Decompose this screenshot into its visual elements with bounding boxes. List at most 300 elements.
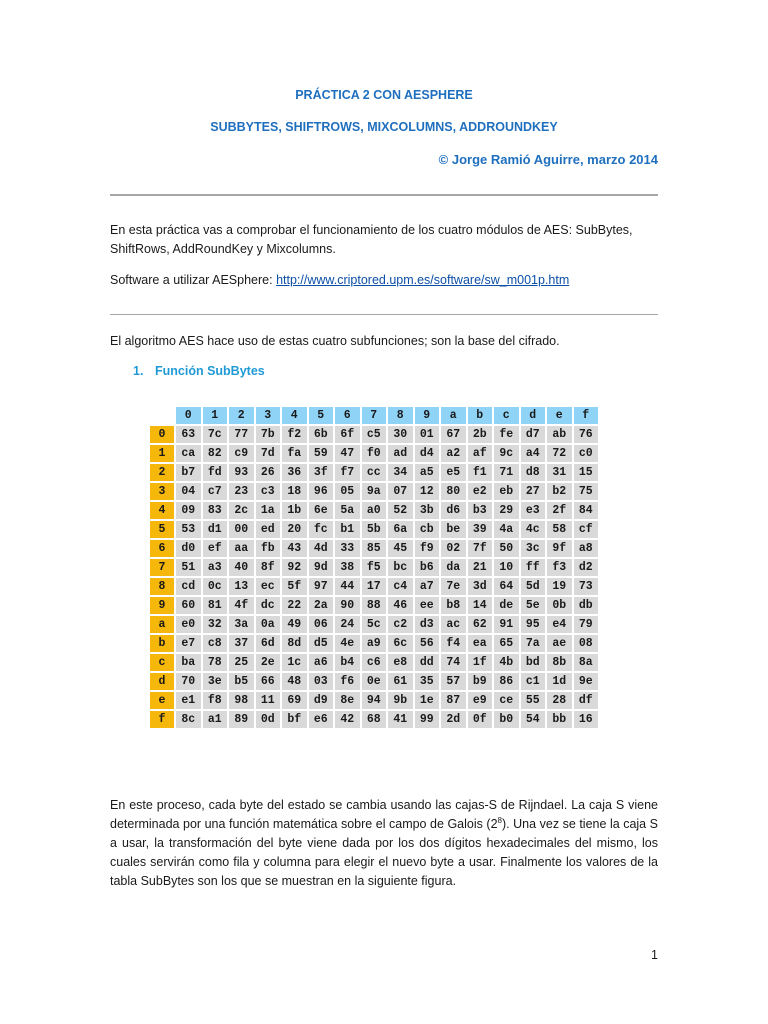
sbox-cell: ed — [256, 521, 281, 538]
sbox-cell: d0 — [176, 540, 201, 557]
sbox-cell: 52 — [388, 502, 413, 519]
sbox-cell: 98 — [229, 692, 254, 709]
explanation-text: En este proceso, cada byte del estado se cambia usando las cajas-S de Rijndael. La caja S viene determinada por una función matemática sobre el campo de Galois (2 — [110, 798, 658, 831]
sbox-cell: 7c — [203, 426, 228, 443]
sbox-cell: 32 — [203, 616, 228, 633]
sbox-cell: f9 — [415, 540, 440, 557]
sbox-cell: 85 — [362, 540, 387, 557]
sbox-cell: 05 — [335, 483, 360, 500]
sbox-cell: 03 — [309, 673, 334, 690]
sbox-cell: 65 — [494, 635, 519, 652]
sbox-cell: a0 — [362, 502, 387, 519]
sbox-cell: 57 — [441, 673, 466, 690]
sbox-cell: 22 — [282, 597, 307, 614]
sbox-cell: 4a — [494, 521, 519, 538]
sbox-cell: ca — [176, 445, 201, 462]
sbox-cell: 6c — [388, 635, 413, 652]
sbox-cell: e4 — [547, 616, 572, 633]
sbox-row — [150, 426, 598, 443]
sbox-cell: 93 — [229, 464, 254, 481]
sbox-cell: 36 — [282, 464, 307, 481]
sbox-cell: 0e — [362, 673, 387, 690]
sbox-table — [148, 405, 600, 730]
sbox-col-header: c — [494, 407, 519, 424]
sbox-cell: 46 — [388, 597, 413, 614]
sbox-cell: c8 — [203, 635, 228, 652]
sbox-cell: 3a — [229, 616, 254, 633]
sbox-cell: 1f — [468, 654, 493, 671]
sbox-cell: ff — [521, 559, 546, 576]
sbox-cell: cd — [176, 578, 201, 595]
sbox-cell: 2a — [309, 597, 334, 614]
sbox-cell: 77 — [229, 426, 254, 443]
sbox-cell: 80 — [441, 483, 466, 500]
sbox-row-header: 8 — [150, 578, 174, 595]
sbox-cell: 96 — [309, 483, 334, 500]
sbox-cell: ce — [494, 692, 519, 709]
document-subtitle: SUBBYTES, SHIFTROWS, MIXCOLUMNS, ADDROUNDKEY — [210, 120, 558, 134]
sbox-col-header: 8 — [388, 407, 413, 424]
sbox-cell: d2 — [574, 559, 599, 576]
explanation-text-continued: ). Una vez se tiene la caja S a usar, la transformación del byte viene dada por los dos dígitos hexadecimales del mismo, los cuales servirán como fila y columna para elegir el nuevo byte a usar. Finalmente los valores de la tabla SubBytes son los que se muestran en la siguiente figura. — [110, 817, 658, 888]
sbox-cell: 99 — [415, 711, 440, 728]
sbox-row — [150, 559, 598, 576]
sbox-cell: 78 — [203, 654, 228, 671]
sbox-col-header: d — [521, 407, 546, 424]
sbox-cell: 68 — [362, 711, 387, 728]
sbox-cell: b2 — [547, 483, 572, 500]
sbox-cell: 3e — [203, 673, 228, 690]
sbox-cell: b5 — [229, 673, 254, 690]
sbox-cell: 29 — [494, 502, 519, 519]
body-intro: El algoritmo AES hace uso de estas cuatro subfunciones; son la base del cifrado. — [110, 334, 560, 348]
sbox-cell: 7f — [468, 540, 493, 557]
sbox-cell: d7 — [521, 426, 546, 443]
sbox-cell: d1 — [203, 521, 228, 538]
sbox-cell: 19 — [547, 578, 572, 595]
sbox-row — [150, 502, 598, 519]
sbox-row-header: e — [150, 692, 174, 709]
sbox-cell: 87 — [441, 692, 466, 709]
sbox-cell: ee — [415, 597, 440, 614]
sbox-cell: 73 — [574, 578, 599, 595]
sbox-cell: a6 — [309, 654, 334, 671]
sbox-cell: 84 — [574, 502, 599, 519]
sbox-cell: a7 — [415, 578, 440, 595]
sbox-cell: 00 — [229, 521, 254, 538]
sbox-col-header: 6 — [335, 407, 360, 424]
sbox-cell: 20 — [282, 521, 307, 538]
sbox-cell: 48 — [282, 673, 307, 690]
sbox-cell: 5e — [521, 597, 546, 614]
sbox-cell: 5a — [335, 502, 360, 519]
sbox-cell: 63 — [176, 426, 201, 443]
top-divider — [110, 194, 658, 196]
sbox-cell: 3b — [415, 502, 440, 519]
sbox-cell: 47 — [335, 445, 360, 462]
sbox-cell: e8 — [388, 654, 413, 671]
sbox-cell: 28 — [547, 692, 572, 709]
sbox-cell: 2e — [256, 654, 281, 671]
sbox-cell: a8 — [574, 540, 599, 557]
sbox-cell: 45 — [388, 540, 413, 557]
sbox-cell: 2d — [441, 711, 466, 728]
sbox-row — [150, 483, 598, 500]
sbox-cell: 0a — [256, 616, 281, 633]
sbox-cell: 89 — [229, 711, 254, 728]
sbox-cell: c3 — [256, 483, 281, 500]
sbox-cell: 5f — [282, 578, 307, 595]
sbox-cell: 97 — [309, 578, 334, 595]
sbox-cell: 21 — [468, 559, 493, 576]
sbox-cell: 49 — [282, 616, 307, 633]
sbox-cell: 7d — [256, 445, 281, 462]
sbox-cell: a1 — [203, 711, 228, 728]
sbox-cell: cb — [415, 521, 440, 538]
sbox-cell: d9 — [309, 692, 334, 709]
software-link[interactable]: http://www.criptored.upm.es/software/sw_m001p.htm — [276, 273, 570, 287]
sbox-cell: e0 — [176, 616, 201, 633]
sbox-cell: 75 — [574, 483, 599, 500]
sbox-cell: 07 — [388, 483, 413, 500]
sbox-cell: 3d — [468, 578, 493, 595]
sbox-row — [150, 445, 598, 462]
sbox-col-header: 0 — [176, 407, 201, 424]
sbox-cell: c4 — [388, 578, 413, 595]
sbox-cell: cc — [362, 464, 387, 481]
sbox-cell: 91 — [494, 616, 519, 633]
sbox-cell: 01 — [415, 426, 440, 443]
galois-exponent: 8 — [497, 815, 502, 825]
sbox-cell: 6f — [335, 426, 360, 443]
sbox-cell: ec — [256, 578, 281, 595]
sbox-cell: 55 — [521, 692, 546, 709]
sbox-header-row — [150, 407, 598, 424]
sbox-cell: 7a — [521, 635, 546, 652]
sbox-cell: 51 — [176, 559, 201, 576]
sbox-row — [150, 597, 598, 614]
sbox-cell: f6 — [335, 673, 360, 690]
sbox-cell: 54 — [521, 711, 546, 728]
sbox-cell: dd — [415, 654, 440, 671]
sbox-row — [150, 673, 598, 690]
page-number: 1 — [651, 948, 658, 962]
sbox-cell: 13 — [229, 578, 254, 595]
section-heading — [133, 364, 265, 378]
sbox-cell: 08 — [574, 635, 599, 652]
sbox-cell: 56 — [415, 635, 440, 652]
sbox-row-header: 4 — [150, 502, 174, 519]
sbox-cell: f1 — [468, 464, 493, 481]
sbox-cell: b0 — [494, 711, 519, 728]
sbox-cell: 16 — [574, 711, 599, 728]
sbox-cell: 82 — [203, 445, 228, 462]
sbox-corner — [150, 407, 174, 424]
sbox-col-header: f — [574, 407, 599, 424]
sbox-cell: 1c — [282, 654, 307, 671]
sbox-cell: de — [494, 597, 519, 614]
sbox-cell: 14 — [468, 597, 493, 614]
sbox-row-header: 2 — [150, 464, 174, 481]
sbox-row-header: 6 — [150, 540, 174, 557]
sbox-cell: 25 — [229, 654, 254, 671]
sbox-cell: 8a — [574, 654, 599, 671]
sbox-cell: e5 — [441, 464, 466, 481]
sbox-cell: 58 — [547, 521, 572, 538]
sbox-cell: 95 — [521, 616, 546, 633]
sbox-cell: ea — [468, 635, 493, 652]
sbox-cell: b7 — [176, 464, 201, 481]
sbox-cell: d8 — [521, 464, 546, 481]
sbox-cell: 66 — [256, 673, 281, 690]
sbox-cell: 02 — [441, 540, 466, 557]
sbox-cell: 2f — [547, 502, 572, 519]
sbox-cell: 9b — [388, 692, 413, 709]
sbox-cell: 59 — [309, 445, 334, 462]
sbox-cell: 9d — [309, 559, 334, 576]
sbox-cell: 9a — [362, 483, 387, 500]
sbox-cell: bf — [282, 711, 307, 728]
sbox-row-header: 1 — [150, 445, 174, 462]
sbox-cell: 4e — [335, 635, 360, 652]
sbox-cell: 9c — [494, 445, 519, 462]
sbox-cell: 7b — [256, 426, 281, 443]
sbox-cell: a2 — [441, 445, 466, 462]
sbox-cell: aa — [229, 540, 254, 557]
sbox-cell: fd — [203, 464, 228, 481]
sbox-cell: ae — [547, 635, 572, 652]
sbox-cell: 7e — [441, 578, 466, 595]
sbox-cell: fc — [309, 521, 334, 538]
sbox-cell: eb — [494, 483, 519, 500]
sbox-row-header: 9 — [150, 597, 174, 614]
sbox-cell: cf — [574, 521, 599, 538]
sbox-row — [150, 521, 598, 538]
sbox-cell: d5 — [309, 635, 334, 652]
sbox-cell: 9f — [547, 540, 572, 557]
author-line: © Jorge Ramió Aguirre, marzo 2014 — [438, 152, 658, 167]
sbox-cell: 6d — [256, 635, 281, 652]
sbox-cell: e2 — [468, 483, 493, 500]
sbox-cell: c0 — [574, 445, 599, 462]
sbox-cell: be — [441, 521, 466, 538]
software-line — [110, 271, 658, 290]
sbox-col-header: 5 — [309, 407, 334, 424]
sbox-cell: 23 — [229, 483, 254, 500]
sbox-cell: 64 — [494, 578, 519, 595]
sbox-cell: e7 — [176, 635, 201, 652]
sbox-cell: 27 — [521, 483, 546, 500]
sbox-col-header: 7 — [362, 407, 387, 424]
sbox-cell: 2c — [229, 502, 254, 519]
sbox-cell: 60 — [176, 597, 201, 614]
sbox-col-header: e — [547, 407, 572, 424]
sbox-cell: 38 — [335, 559, 360, 576]
sbox-cell: 39 — [468, 521, 493, 538]
sbox-col-header: b — [468, 407, 493, 424]
sbox-row — [150, 616, 598, 633]
sbox-cell: 18 — [282, 483, 307, 500]
sbox-col-header: a — [441, 407, 466, 424]
sbox-cell: f5 — [362, 559, 387, 576]
sbox-cell: 1d — [547, 673, 572, 690]
sbox-row — [150, 711, 598, 728]
sbox-cell: 35 — [415, 673, 440, 690]
sbox-cell: 61 — [388, 673, 413, 690]
section-title: Función SubBytes — [155, 364, 265, 378]
sbox-cell: c5 — [362, 426, 387, 443]
sbox-cell: f2 — [282, 426, 307, 443]
sbox-cell: 40 — [229, 559, 254, 576]
sbox-cell: bd — [521, 654, 546, 671]
sbox-row — [150, 464, 598, 481]
sbox-cell: 0c — [203, 578, 228, 595]
sbox-cell: 94 — [362, 692, 387, 709]
sbox-cell: b3 — [468, 502, 493, 519]
sbox-cell: da — [441, 559, 466, 576]
sbox-cell: a4 — [521, 445, 546, 462]
sbox-cell: dc — [256, 597, 281, 614]
sbox-cell: 8e — [335, 692, 360, 709]
sbox-col-header: 2 — [229, 407, 254, 424]
sbox-cell: 2b — [468, 426, 493, 443]
sbox-row — [150, 578, 598, 595]
sbox-cell: 6e — [309, 502, 334, 519]
sbox-cell: e3 — [521, 502, 546, 519]
sbox-cell: b6 — [415, 559, 440, 576]
sbox-cell: 92 — [282, 559, 307, 576]
sbox-cell: 1e — [415, 692, 440, 709]
sbox-row-header: a — [150, 616, 174, 633]
sbox-row-header: d — [150, 673, 174, 690]
sbox-row-header: 7 — [150, 559, 174, 576]
sbox-cell: 24 — [335, 616, 360, 633]
sbox-cell: 8c — [176, 711, 201, 728]
sbox-cell: e1 — [176, 692, 201, 709]
sbox-cell: 17 — [362, 578, 387, 595]
sbox-cell: 26 — [256, 464, 281, 481]
sbox-cell: 6b — [309, 426, 334, 443]
sbox-cell: 5c — [362, 616, 387, 633]
sbox-cell: 69 — [282, 692, 307, 709]
sbox-cell: d6 — [441, 502, 466, 519]
explanation-paragraph — [110, 796, 658, 891]
sbox-cell: ba — [176, 654, 201, 671]
sbox-cell: 79 — [574, 616, 599, 633]
sbox-cell: 0d — [256, 711, 281, 728]
sbox-cell: 70 — [176, 673, 201, 690]
sbox-cell: 67 — [441, 426, 466, 443]
sbox-cell: 04 — [176, 483, 201, 500]
sbox-cell: 5b — [362, 521, 387, 538]
sbox-row-header: 3 — [150, 483, 174, 500]
sbox-cell: 42 — [335, 711, 360, 728]
sbox-cell: 6a — [388, 521, 413, 538]
document-title: PRÁCTICA 2 CON AESPHERE — [295, 88, 473, 102]
sbox-cell: 83 — [203, 502, 228, 519]
sbox-cell: e6 — [309, 711, 334, 728]
sbox-cell: c1 — [521, 673, 546, 690]
sbox-cell: f8 — [203, 692, 228, 709]
sbox-cell: 33 — [335, 540, 360, 557]
sbox-cell: a9 — [362, 635, 387, 652]
sbox-cell: e9 — [468, 692, 493, 709]
sbox-col-header: 4 — [282, 407, 307, 424]
sbox-cell: 41 — [388, 711, 413, 728]
sbox-col-header: 3 — [256, 407, 281, 424]
sbox-row — [150, 654, 598, 671]
sbox-cell: 8d — [282, 635, 307, 652]
sbox-cell: 86 — [494, 673, 519, 690]
sbox-cell: 09 — [176, 502, 201, 519]
sbox-cell: 4b — [494, 654, 519, 671]
sbox-cell: 72 — [547, 445, 572, 462]
intro-paragraph: En esta práctica vas a comprobar el funcionamiento de los cuatro módulos de AES: SubBytes, ShiftRows, AddRoundKey y Mixcolumns. — [110, 223, 633, 256]
sbox-cell: 71 — [494, 464, 519, 481]
sbox-cell: b4 — [335, 654, 360, 671]
sbox-cell: b1 — [335, 521, 360, 538]
sbox-cell: 50 — [494, 540, 519, 557]
sbox-cell: d3 — [415, 616, 440, 633]
sbox-cell: c9 — [229, 445, 254, 462]
sbox-cell: 53 — [176, 521, 201, 538]
software-label: Software a utilizar AESphere: — [110, 273, 273, 287]
sbox-cell: f7 — [335, 464, 360, 481]
sbox-cell: 4f — [229, 597, 254, 614]
sbox-cell: 3c — [521, 540, 546, 557]
sbox-cell: ad — [388, 445, 413, 462]
sbox-cell: 43 — [282, 540, 307, 557]
sbox-cell: 4c — [521, 521, 546, 538]
sbox-cell: 1b — [282, 502, 307, 519]
sbox-cell: db — [574, 597, 599, 614]
sbox-row — [150, 635, 598, 652]
sbox-cell: 5d — [521, 578, 546, 595]
sbox-cell: 62 — [468, 616, 493, 633]
sbox-cell: bb — [547, 711, 572, 728]
sbox-cell: 11 — [256, 692, 281, 709]
sbox-row — [150, 692, 598, 709]
sbox-cell: bc — [388, 559, 413, 576]
sbox-cell: 15 — [574, 464, 599, 481]
sbox-cell: df — [574, 692, 599, 709]
sbox-cell: fe — [494, 426, 519, 443]
sbox-col-header: 9 — [415, 407, 440, 424]
sbox-cell: 4d — [309, 540, 334, 557]
sbox-cell: c7 — [203, 483, 228, 500]
sbox-cell: a3 — [203, 559, 228, 576]
section-number: 1. — [133, 364, 144, 378]
sbox-cell: 31 — [547, 464, 572, 481]
sbox-cell: b9 — [468, 673, 493, 690]
sbox-cell: f4 — [441, 635, 466, 652]
sbox-cell: d4 — [415, 445, 440, 462]
sbox-cell: 06 — [309, 616, 334, 633]
sbox-cell: f3 — [547, 559, 572, 576]
sbox-row-header: f — [150, 711, 174, 728]
sbox-cell: c2 — [388, 616, 413, 633]
sbox-cell: ac — [441, 616, 466, 633]
sbox-row — [150, 540, 598, 557]
sbox-body — [150, 426, 598, 728]
sbox-cell: 12 — [415, 483, 440, 500]
sbox-cell: 8f — [256, 559, 281, 576]
sbox-cell: 0f — [468, 711, 493, 728]
sbox-cell: ef — [203, 540, 228, 557]
sbox-cell: 37 — [229, 635, 254, 652]
sbox-row-header: 0 — [150, 426, 174, 443]
sbox-cell: 30 — [388, 426, 413, 443]
